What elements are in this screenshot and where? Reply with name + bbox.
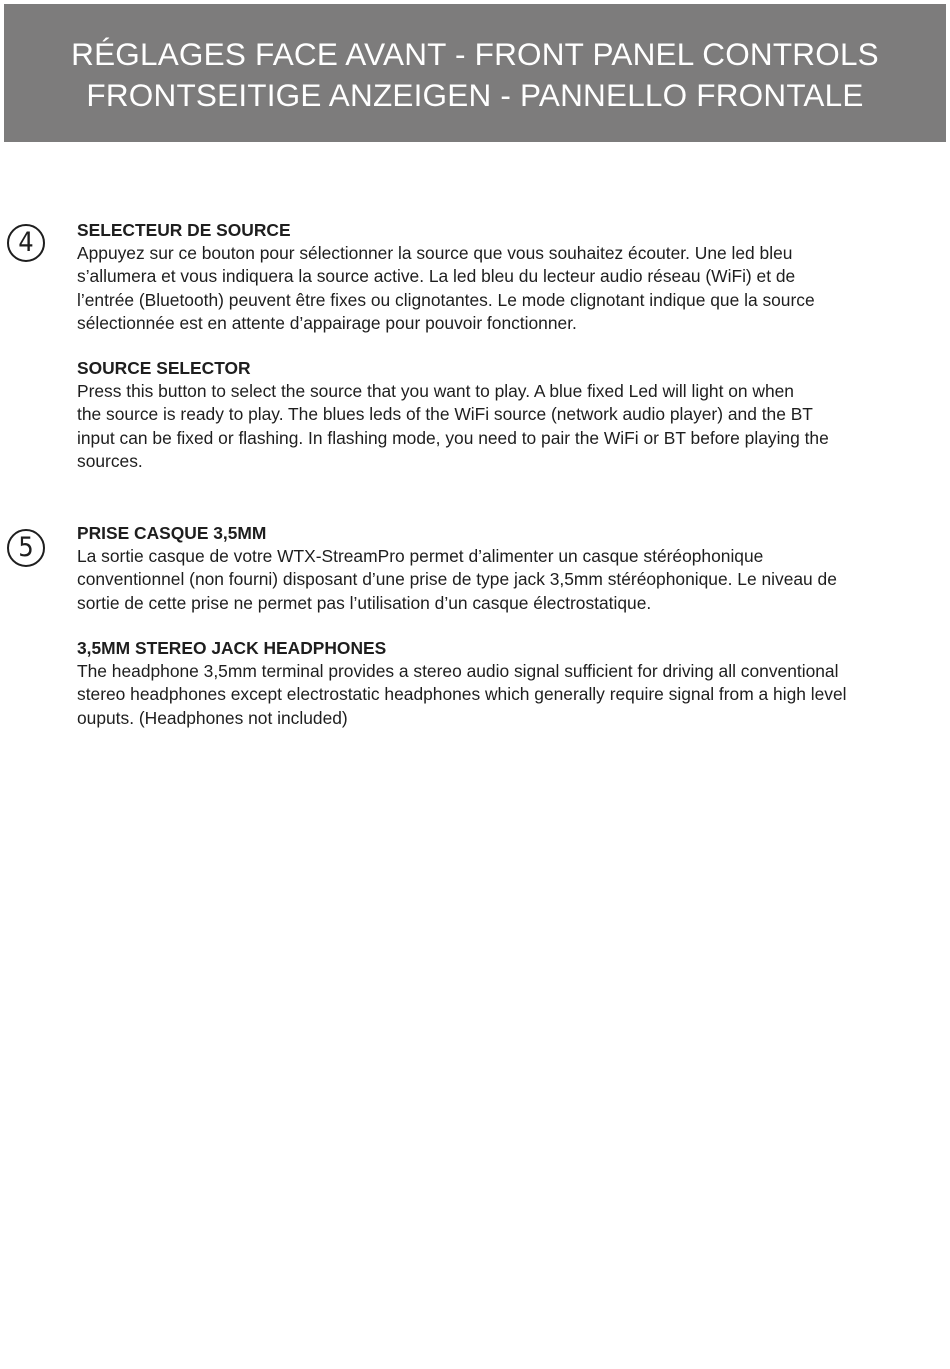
header-title-line-1: RÉGLAGES FACE AVANT - FRONT PANEL CONTROLS	[71, 36, 879, 72]
page-header	[4, 4, 946, 142]
body-line: conventionnel (non fourni) disposant d’une prise de type jack 3,5mm stéréophonique. Le niveau de	[77, 569, 837, 590]
body-line: input can be fixed or flashing. In flashing mode, you need to pair the WiFi or BT before playing the	[77, 427, 829, 448]
english-source-selector-block	[77, 357, 947, 473]
block-title: 3,5MM STEREO JACK HEADPHONES	[77, 638, 387, 658]
french-source-selector-block	[77, 219, 947, 335]
body-line: La sortie casque de votre WTX-StreamPro permet d’alimenter un casque stéréophonique	[77, 546, 764, 567]
body-line: sources.	[77, 450, 143, 471]
block-title: SELECTEUR DE SOURCE	[77, 220, 291, 240]
block-body	[77, 660, 947, 730]
body-line: The headphone 3,5mm terminal provides a stereo audio signal sufficient for driving all conventional	[77, 661, 839, 682]
body-line: the source is ready to play. The blues leds of the WiFi source (network audio player) and the BT	[77, 404, 813, 425]
block-body	[77, 242, 947, 335]
body-line: Appuyez sur ce bouton pour sélectionner la source que vous souhaitez écouter. Une led bleu	[77, 243, 793, 264]
body-line: s’allumera et vous indiquera la source active. La led bleu du lecteur audio réseau (WiFi) et de	[77, 266, 796, 287]
body-line: stereo headphones except electrostatic headphones which generally require signal from a high level	[77, 684, 847, 705]
body-line: sortie de cette prise ne permet pas l’utilisation d’un casque électrostatique.	[77, 592, 652, 613]
body-line: Press this button to select the source that you want to play. A blue fixed Led will light on when	[77, 381, 794, 402]
header-title-line-2: FRONTSEITIGE ANZEIGEN - PANNELLO FRONTALE	[86, 77, 864, 113]
block-title: SOURCE SELECTOR	[77, 358, 251, 378]
body-line: l’entrée (Bluetooth) peuvent être fixes ou clignotantes. Le mode clignotant indique que la source	[77, 289, 815, 310]
body-line: sélectionnée est en attente d’appairage pour pouvoir fonctionner.	[77, 312, 577, 333]
body-line: ouputs. (Headphones not included)	[77, 707, 348, 728]
french-headphone-block	[77, 522, 947, 615]
circled-number-5-icon: 5	[7, 529, 45, 567]
block-body	[77, 380, 947, 473]
block-title: PRISE CASQUE 3,5MM	[77, 523, 267, 543]
block-body	[77, 545, 947, 615]
english-headphone-block	[77, 637, 947, 730]
circled-number-4-icon: 4	[7, 224, 45, 262]
